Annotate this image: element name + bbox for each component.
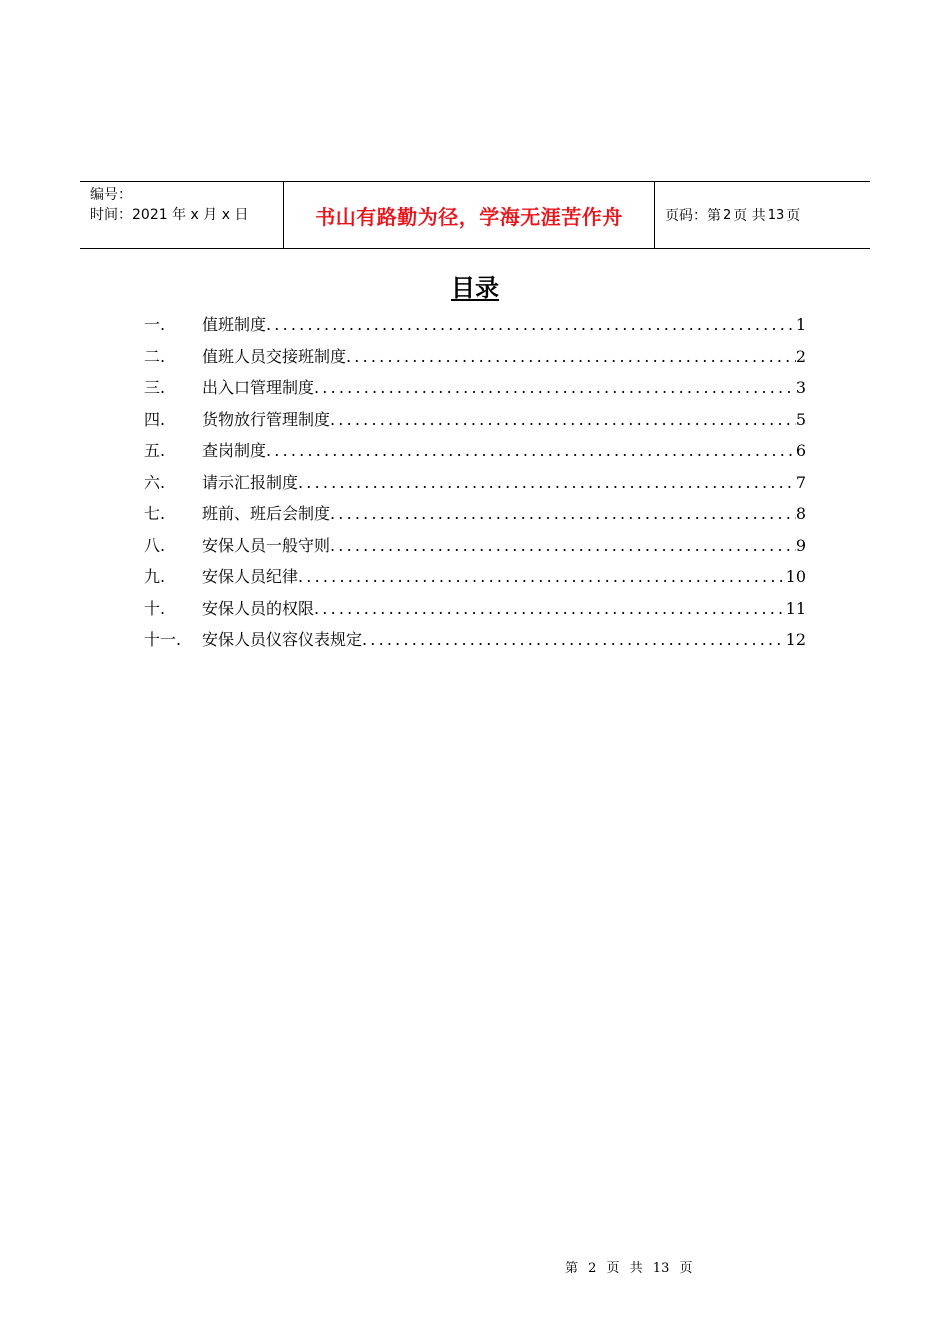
toc-entry[interactable] [144, 341, 806, 373]
toc-entry-label: 安保人员的权限 [202, 598, 315, 618]
time-label: 时间：2021 年 x 月 x 日 [90, 207, 249, 223]
page-header [80, 181, 870, 249]
toc-entry-number: 九. [144, 567, 166, 586]
toc-leader-dots [330, 498, 796, 530]
toc-list [144, 309, 806, 656]
toc-leader-dots [362, 624, 786, 656]
toc-entry-number: 四. [144, 409, 166, 429]
page-current: 2 [723, 207, 732, 223]
toc-title: 目录 [451, 274, 499, 302]
toc-entry-number: 六. [144, 472, 166, 492]
toc-leader-dots [346, 341, 796, 373]
toc-entry-label: 查岗制度 [202, 441, 267, 460]
toc-entry-page: 10 [785, 567, 806, 586]
page-prefix: 页码：第 [665, 208, 721, 224]
page-mid: 页 共 [733, 208, 766, 224]
toc-entry-label: 安保人员一般守则 [202, 535, 331, 555]
toc-entry-page: 2 [795, 346, 806, 366]
toc-entry-label: 出入口管理制度 [202, 378, 315, 397]
toc-entry-number: 三. [144, 378, 166, 397]
toc-entry-number: 八. [144, 535, 166, 555]
toc-leader-dots [330, 404, 796, 436]
toc-leader-dots [298, 561, 786, 593]
toc-leader-dots [266, 309, 796, 341]
toc-entry[interactable] [144, 372, 806, 404]
toc-entry-label: 值班制度 [202, 315, 267, 334]
header-motto: 书山有路勤为径，学海无涯苦作舟 [283, 182, 655, 248]
toc-entry-number: 十一. [144, 630, 182, 649]
toc-entry-number: 二. [144, 346, 166, 366]
toc-entry[interactable] [144, 530, 806, 562]
toc-entry-number: 十. [144, 598, 166, 618]
toc-entry[interactable] [144, 593, 806, 625]
toc-leader-dots [330, 530, 796, 562]
toc-entry-number: 五. [144, 441, 166, 460]
toc-entry-label: 值班人员交接班制度 [202, 346, 347, 366]
toc-entry[interactable] [144, 404, 806, 436]
toc-entry-label: 安保人员纪律 [202, 567, 299, 586]
toc-entry[interactable] [144, 624, 806, 656]
toc-entry-page: 7 [795, 472, 806, 492]
toc-entry[interactable] [144, 467, 806, 499]
toc-entry-page: 5 [795, 409, 806, 429]
toc-entry[interactable] [144, 561, 806, 593]
toc-entry-label: 安保人员仪容仪表规定 [202, 630, 363, 649]
toc-leader-dots [298, 467, 796, 499]
page-suffix: 页 [786, 208, 801, 224]
header-meta [80, 182, 283, 248]
toc-entry-page: 1 [795, 315, 806, 334]
toc-entry-page: 3 [795, 378, 806, 397]
toc-entry-label: 货物放行管理制度 [202, 409, 331, 429]
toc-entry-page: 9 [795, 535, 806, 555]
page-footer: 第 2 页 共 13 页 [565, 1261, 693, 1276]
page-total: 13 [767, 207, 785, 223]
toc-entry-page: 12 [785, 630, 806, 649]
toc-entry-number: 一. [144, 315, 166, 334]
toc-leader-dots [314, 372, 796, 404]
toc-leader-dots [314, 593, 786, 625]
toc-entry-page: 11 [785, 598, 806, 618]
toc-entry-number: 七. [144, 504, 166, 523]
toc-entry-label: 班前、班后会制度 [202, 504, 331, 523]
toc-entry-page: 8 [795, 504, 806, 523]
toc-entry-page: 6 [795, 441, 806, 460]
toc-entry[interactable] [144, 498, 806, 530]
toc-entry[interactable] [144, 309, 806, 341]
header-page-number [655, 182, 870, 248]
toc-entry[interactable] [144, 435, 806, 467]
toc-entry-label: 请示汇报制度 [202, 472, 299, 492]
toc-leader-dots [266, 435, 796, 467]
serial-label: 编号： [90, 187, 132, 203]
